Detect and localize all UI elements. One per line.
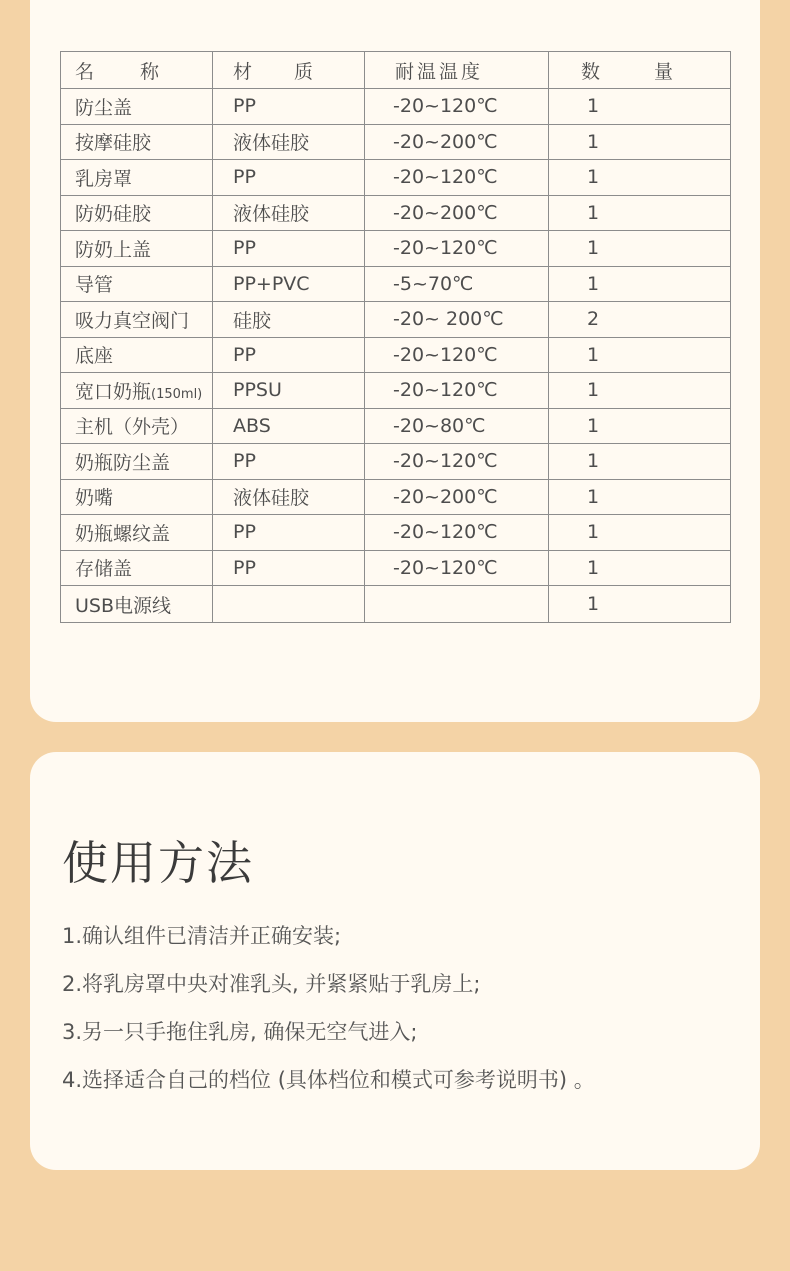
cell-material-text: PP — [233, 343, 256, 366]
cell-quantity — [549, 408, 731, 444]
usage-step: 3.另一只手拖住乳房, 确保无空气进入; — [62, 1020, 418, 1044]
table-row — [61, 373, 731, 409]
cell-quantity-text: 1 — [587, 166, 600, 189]
cell-quantity-text: 1 — [587, 95, 600, 118]
cell-name — [61, 479, 213, 515]
cell-quantity — [549, 231, 731, 267]
cell-quantity-text: 2 — [587, 308, 600, 331]
cell-quantity-text: 1 — [587, 593, 600, 615]
cell-temperature — [365, 302, 549, 338]
header-material: 材 质 — [213, 52, 365, 89]
table-row — [61, 479, 731, 515]
table-row — [61, 89, 731, 125]
usage-step: 1.确认组件已清洁并正确安装; — [62, 924, 342, 948]
cell-name — [61, 337, 213, 373]
cell-name-text: 底座 — [75, 345, 114, 368]
cell-quantity — [549, 337, 731, 373]
table-row — [61, 195, 731, 231]
cell-name-text: 防奶硅胶 — [75, 203, 152, 226]
cell-material-text: ABS — [233, 414, 271, 437]
cell-name — [61, 302, 213, 338]
cell-material — [213, 195, 365, 231]
cell-quantity-text: 1 — [587, 556, 600, 579]
cell-quantity-text: 1 — [587, 237, 600, 260]
cell-material — [213, 408, 365, 444]
cell-material — [213, 586, 365, 623]
usage-step: 2.将乳房罩中央对准乳头, 并紧紧贴于乳房上; — [62, 972, 481, 996]
cell-temperature-text: -20~200℃ — [393, 201, 498, 224]
table-row — [61, 408, 731, 444]
cell-quantity-text: 1 — [587, 343, 600, 366]
cell-name — [61, 195, 213, 231]
cell-name — [61, 231, 213, 267]
usage-card — [30, 752, 760, 1170]
cell-quantity-text: 1 — [587, 130, 600, 153]
cell-name — [61, 444, 213, 480]
cell-quantity-text: 1 — [587, 272, 600, 295]
cell-temperature-text: -20~200℃ — [393, 130, 498, 153]
cell-temperature — [365, 124, 549, 160]
table-row — [61, 302, 731, 338]
cell-material — [213, 302, 365, 338]
cell-material-text: PP+PVC — [233, 272, 310, 295]
cell-temperature-text: -20~120℃ — [393, 95, 498, 118]
cell-name — [61, 515, 213, 551]
cell-material — [213, 266, 365, 302]
cell-name — [61, 408, 213, 444]
cell-material — [213, 124, 365, 160]
header-temperature: 耐温温度 — [365, 52, 549, 89]
cell-quantity — [549, 515, 731, 551]
cell-name — [61, 124, 213, 160]
cell-quantity-text: 1 — [587, 450, 600, 473]
cell-temperature — [365, 586, 549, 623]
table-row — [61, 550, 731, 586]
cell-quantity — [549, 89, 731, 125]
cell-temperature-text: -20~120℃ — [393, 521, 498, 544]
cell-temperature-text: -20~120℃ — [393, 556, 498, 579]
usage-title: 使用方法 — [62, 836, 254, 890]
cell-temperature — [365, 160, 549, 196]
usage-steps — [62, 920, 595, 1112]
cell-material — [213, 89, 365, 125]
cell-temperature-text: -20~120℃ — [393, 237, 498, 260]
cell-temperature — [365, 550, 549, 586]
cell-quantity-text: 1 — [587, 379, 600, 402]
cell-material-text: 液体硅胶 — [233, 132, 310, 155]
cell-name — [61, 160, 213, 196]
cell-name-text: 防奶上盖 — [75, 238, 152, 261]
cell-material — [213, 337, 365, 373]
table-row — [61, 515, 731, 551]
cell-temperature — [365, 337, 549, 373]
cell-name-text: 奶嘴 — [75, 487, 114, 510]
header-name: 名 称 — [61, 52, 213, 89]
cell-material — [213, 444, 365, 480]
cell-temperature-text: -20~120℃ — [393, 166, 498, 189]
cell-temperature — [365, 231, 549, 267]
cell-temperature-text: -20~200℃ — [393, 485, 498, 508]
cell-name-text: 宽口奶瓶 — [75, 380, 152, 403]
cell-temperature-text: -20~120℃ — [393, 343, 498, 366]
cell-name-text: 按摩硅胶 — [75, 132, 152, 155]
cell-quantity — [549, 124, 731, 160]
cell-temperature — [365, 373, 549, 409]
cell-quantity — [549, 160, 731, 196]
cell-quantity — [549, 266, 731, 302]
cell-name-text: 存储盖 — [75, 558, 133, 581]
cell-quantity-text: 1 — [587, 414, 600, 437]
cell-temperature — [365, 479, 549, 515]
cell-name-text: 防尘盖 — [75, 96, 133, 119]
cell-material-text: 液体硅胶 — [233, 487, 310, 510]
cell-temperature-text: -20~80℃ — [393, 414, 486, 437]
cell-material — [213, 550, 365, 586]
cell-name-text: 乳房罩 — [75, 167, 133, 190]
cell-name — [61, 266, 213, 302]
cell-quantity-text: 1 — [587, 485, 600, 508]
cell-quantity — [549, 479, 731, 515]
cell-name-text: 奶瓶螺纹盖 — [75, 522, 171, 545]
cell-material-text: PP — [233, 95, 256, 118]
cell-material — [213, 160, 365, 196]
table-row — [61, 160, 731, 196]
cell-temperature — [365, 89, 549, 125]
cell-quantity — [549, 195, 731, 231]
cell-temperature — [365, 195, 549, 231]
cell-material-text: PP — [233, 237, 256, 260]
cell-material — [213, 373, 365, 409]
table-header-row — [61, 52, 731, 89]
cell-name-text: USB电源线 — [75, 594, 172, 617]
cell-name — [61, 89, 213, 125]
cell-quantity — [549, 444, 731, 480]
table-row — [61, 266, 731, 302]
cell-temperature — [365, 444, 549, 480]
cell-name-text: 主机（外壳） — [75, 416, 190, 439]
cell-name — [61, 373, 213, 409]
cell-temperature-text: -20~ 200℃ — [393, 308, 504, 331]
cell-quantity-text: 1 — [587, 521, 600, 544]
cell-material-text: PP — [233, 166, 256, 189]
cell-temperature-text: -5~70℃ — [393, 272, 474, 295]
cell-material — [213, 231, 365, 267]
cell-material-text: PPSU — [233, 379, 282, 402]
cell-quantity — [549, 302, 731, 338]
cell-name — [61, 550, 213, 586]
cell-material — [213, 515, 365, 551]
cell-material-text: 硅胶 — [233, 309, 272, 332]
cell-temperature — [365, 266, 549, 302]
table-row — [61, 444, 731, 480]
cell-quantity — [549, 550, 731, 586]
cell-temperature — [365, 515, 549, 551]
header-quantity: 数 量 — [549, 52, 731, 89]
table-row — [61, 586, 731, 623]
cell-temperature-text: -20~120℃ — [393, 450, 498, 473]
cell-material-text: PP — [233, 556, 256, 579]
table-row — [61, 124, 731, 160]
cell-quantity — [549, 586, 731, 623]
cell-name-suffix: (150ml) — [151, 386, 203, 402]
cell-material-text: 液体硅胶 — [233, 203, 310, 226]
cell-material-text: PP — [233, 450, 256, 473]
cell-name-text: 吸力真空阀门 — [75, 309, 190, 332]
cell-name-text: 奶瓶防尘盖 — [75, 451, 171, 474]
spec-table — [60, 51, 731, 623]
cell-quantity — [549, 373, 731, 409]
cell-temperature — [365, 408, 549, 444]
usage-step: 4.选择适合自己的档位 (具体档位和模式可参考说明书) 。 — [62, 1068, 595, 1092]
table-row — [61, 337, 731, 373]
cell-name-text: 导管 — [75, 274, 114, 297]
cell-material — [213, 479, 365, 515]
table-row — [61, 231, 731, 267]
cell-quantity-text: 1 — [587, 201, 600, 224]
cell-temperature-text: -20~120℃ — [393, 379, 498, 402]
cell-material-text: PP — [233, 521, 256, 544]
cell-name — [61, 586, 213, 623]
